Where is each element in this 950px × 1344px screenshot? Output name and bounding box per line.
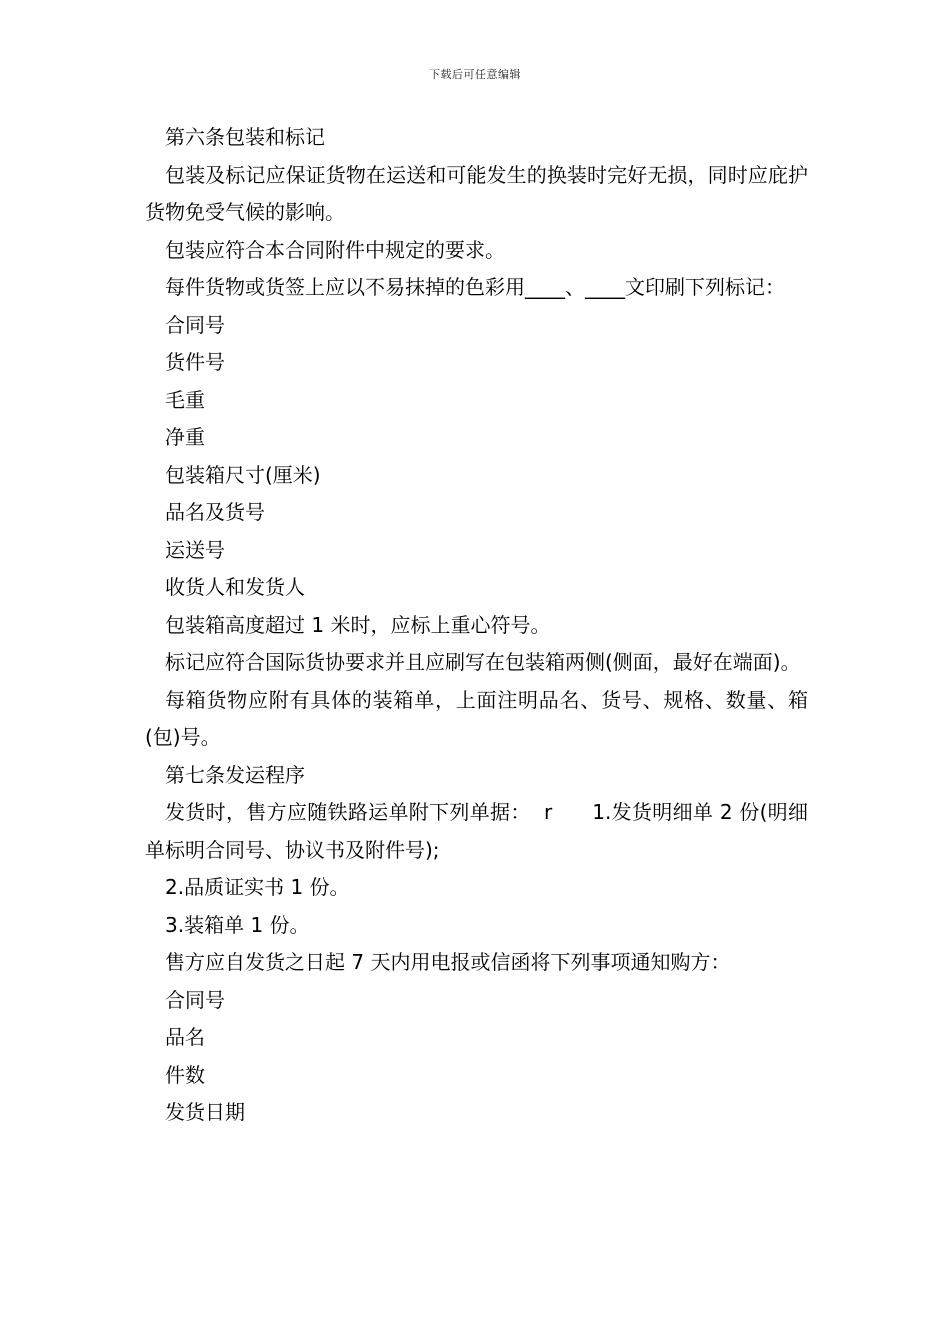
list-item-consignee: 收货人和发货人: [165, 575, 305, 599]
paragraph-packing-list: 每箱货物应附有具体的装箱单，上面注明品名、货号、规格、数量、箱(包)号。: [145, 687, 808, 749]
list-item-packing-list: 3.装箱单 1 份。: [165, 912, 310, 937]
list-item-box-size: 包装箱尺寸(厘米): [165, 462, 321, 487]
list-item-gross-weight: 毛重: [165, 387, 205, 412]
list-item-contract-no: 合同号: [165, 312, 225, 337]
list-item-notify-quantity: 件数: [165, 1062, 205, 1087]
document-body: [145, 119, 808, 1132]
paragraph-packaging-requirement: 包装及标记应保证货物在运送和可能发生的换装时完好无损，同时应庇护货物免受气候的影响。: [145, 162, 808, 224]
list-item-shipping-no: 运送号: [165, 537, 225, 562]
paragraph-shipping-documents: 发货时，售方应随铁路运单附下列单据： r 1.发货明细单 2 份(明细单标明合同号、协议书及附件号);: [145, 800, 808, 862]
list-item-notify-contract-no: 合同号: [165, 987, 225, 1012]
paragraph-notification: 售方应自发货之日起 7 天内用电报或信函将下列事项通知购方：: [165, 950, 731, 974]
list-item-notify-ship-date: 发货日期: [165, 1100, 245, 1124]
section-heading-6: 第六条包装和标记: [165, 125, 325, 149]
paragraph-annex-requirement: 包装应符合本合同附件中规定的要求。: [165, 237, 505, 262]
paragraph-center-of-gravity: 包装箱高度超过 1 米时，应标上重心符号。: [165, 612, 551, 637]
list-item-product-name: 品名及货号: [165, 500, 265, 524]
list-item-notify-product-name: 品名: [165, 1025, 205, 1049]
list-item-quality-certificate: 2.品质证实书 1 份。: [165, 875, 350, 899]
section-heading-7: 第七条发运程序: [165, 762, 305, 787]
paragraph-marking-placement: 标记应符合国际货协要求并且应刷写在包装箱两侧(侧面，最好在端面)。: [165, 650, 801, 674]
list-item-net-weight: 净重: [165, 425, 205, 449]
paragraph-marking-instruction: 每件货物或货签上应以不易抹掉的色彩用____、____文印刷下列标记：: [165, 275, 785, 299]
list-item-package-no: 货件号: [165, 350, 225, 374]
page-header-note: 下载后可任意编辑: [429, 68, 521, 81]
